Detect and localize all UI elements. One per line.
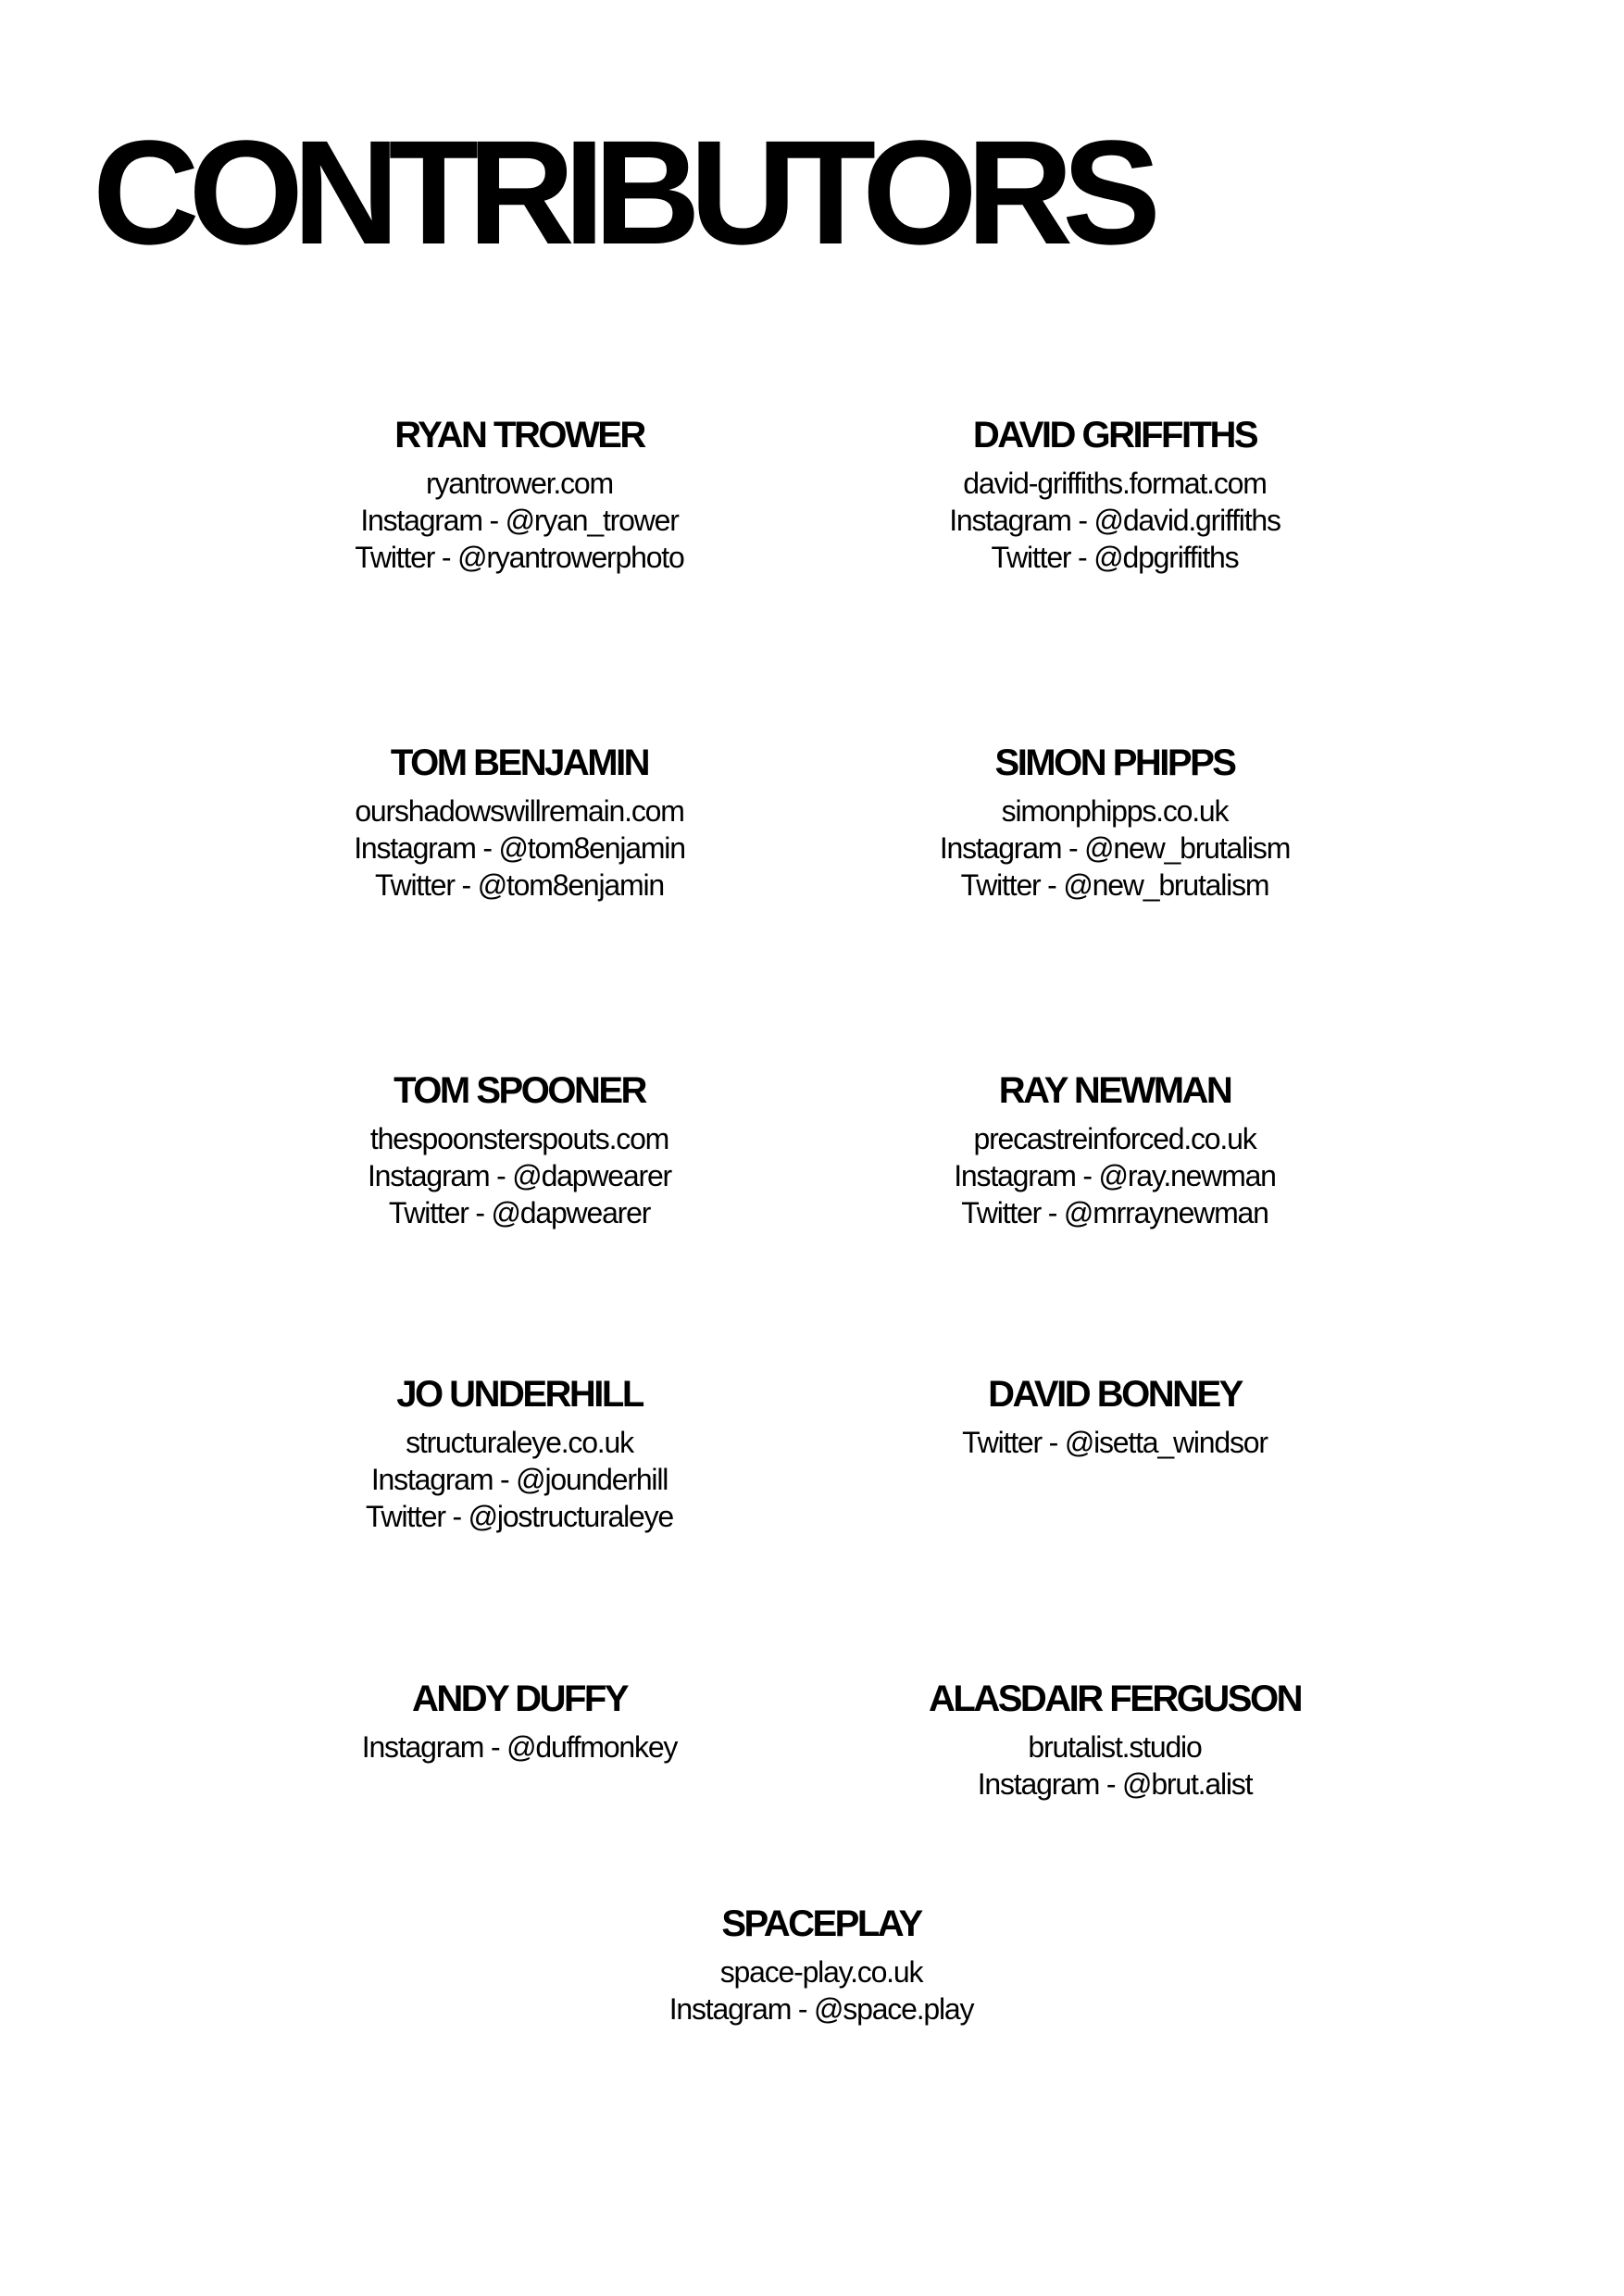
contributor-name: TOM SPOONER <box>394 1070 645 1111</box>
contributor-website[interactable]: precastreinforced.co.uk <box>973 1122 1256 1155</box>
contributor-instagram[interactable]: Instagram - @jounderhill <box>370 1463 668 1496</box>
contributor-instagram[interactable]: Instagram - @new_brutalism <box>939 831 1291 865</box>
contributor-website[interactable]: ryantrower.com <box>426 467 613 500</box>
contributor-name: SIMON PHIPPS <box>994 742 1235 783</box>
contributor-card-spaceplay <box>534 1902 1108 2028</box>
contributor-instagram[interactable]: Instagram - @space.play <box>668 1992 974 2026</box>
contributor-card-simon-phipps <box>828 741 1402 904</box>
contributor-twitter[interactable]: Twitter - @jostructuraleye <box>365 1500 674 1533</box>
contributor-instagram[interactable]: Instagram - @ryan_trower <box>360 504 679 537</box>
contributor-name: RYAN TROWER <box>394 415 644 455</box>
contributor-name: JO UNDERHILL <box>396 1374 643 1415</box>
contributor-twitter[interactable]: Twitter - @new_brutalism <box>960 868 1269 902</box>
contributor-card-tom-spooner <box>232 1068 806 1231</box>
contributor-card-ryan-trower <box>232 413 806 576</box>
contributor-name: TOM BENJAMIN <box>390 742 649 783</box>
contributor-card-andy-duffy <box>232 1677 806 1766</box>
contributor-instagram[interactable]: Instagram - @ray.newman <box>954 1159 1276 1192</box>
contributor-twitter[interactable]: Twitter - @tom8enjamin <box>375 868 664 902</box>
contributor-instagram[interactable]: Instagram - @brut.alist <box>977 1767 1253 1801</box>
contributor-card-jo-underhill <box>232 1372 806 1535</box>
contributor-twitter[interactable]: Twitter - @isetta_windsor <box>962 1426 1268 1459</box>
contributor-website[interactable]: thespoonsterspouts.com <box>369 1122 669 1155</box>
contributor-twitter[interactable]: Twitter - @mrraynewman <box>961 1196 1268 1229</box>
contributor-card-david-bonney <box>828 1372 1402 1461</box>
contributor-card-tom-benjamin <box>232 741 806 904</box>
contributor-website[interactable]: brutalist.studio <box>1028 1730 1202 1764</box>
contributor-instagram[interactable]: Instagram - @dapwearer <box>367 1159 671 1192</box>
contributor-name: RAY NEWMAN <box>998 1070 1231 1111</box>
contributor-website[interactable]: simonphipps.co.uk <box>1001 794 1229 828</box>
contributor-instagram[interactable]: Instagram - @tom8enjamin <box>354 831 685 865</box>
contributor-website[interactable]: structuraleye.co.uk <box>406 1426 633 1459</box>
contributor-website[interactable]: ourshadowswillremain.com <box>355 794 684 828</box>
contributor-name: DAVID BONNEY <box>988 1374 1242 1415</box>
contributor-name: DAVID GRIFFITHS <box>972 415 1257 455</box>
contributor-name: ANDY DUFFY <box>411 1678 628 1719</box>
contributor-name: ALASDAIR FERGUSON <box>929 1678 1301 1719</box>
contributor-twitter[interactable]: Twitter - @dpgriffiths <box>991 541 1239 574</box>
contributor-card-ray-newman <box>828 1068 1402 1231</box>
contributor-website[interactable]: space-play.co.uk <box>719 1955 923 1989</box>
contributor-instagram[interactable]: Instagram - @duffmonkey <box>361 1730 678 1764</box>
contributor-instagram[interactable]: Instagram - @david.griffiths <box>949 504 1280 537</box>
page-title: CONTRIBUTORS <box>93 109 1150 275</box>
contributor-card-alasdair-ferguson <box>828 1677 1402 1803</box>
contributor-name: SPACEPLAY <box>721 1903 921 1944</box>
contributor-website[interactable]: david-griffiths.format.com <box>963 467 1267 500</box>
contributor-twitter[interactable]: Twitter - @ryantrowerphoto <box>355 541 684 574</box>
contributor-twitter[interactable]: Twitter - @dapwearer <box>388 1196 651 1229</box>
contributor-card-david-griffiths <box>828 413 1402 576</box>
